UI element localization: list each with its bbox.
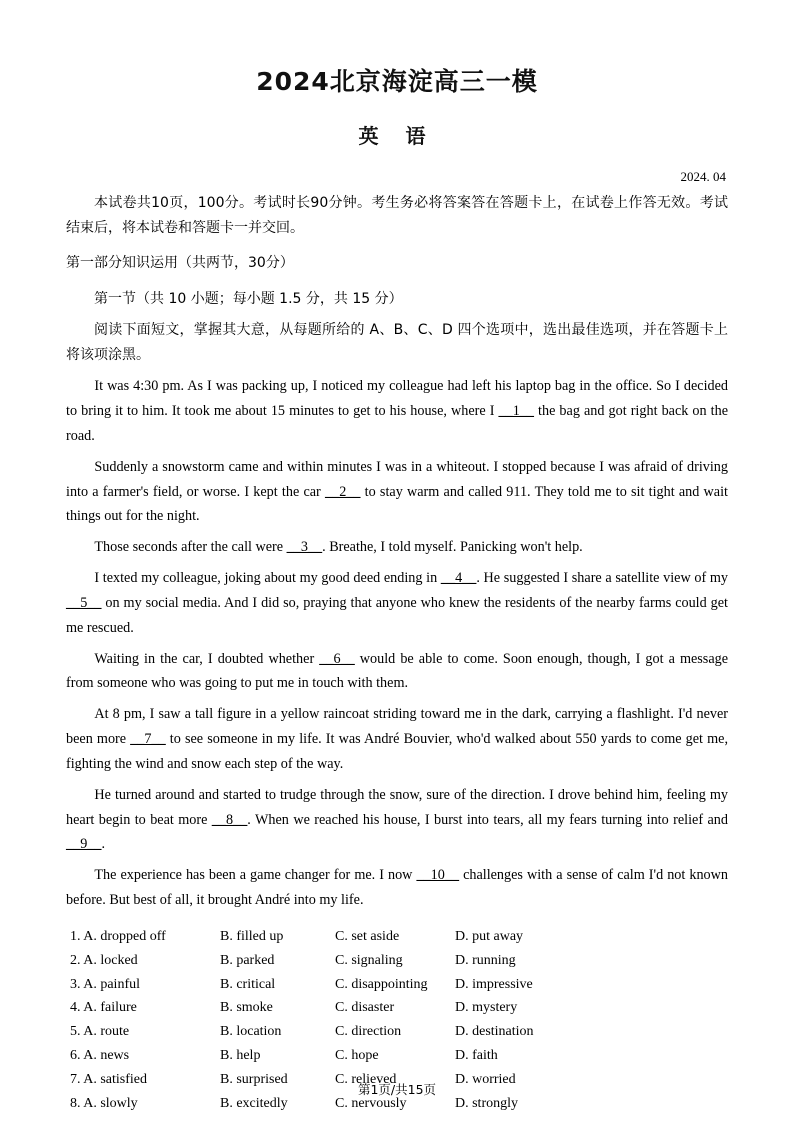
subject-title: 英 语 <box>358 124 436 148</box>
passage-paragraph-3 <box>66 535 728 560</box>
passage-paragraph-7 <box>66 783 728 858</box>
exam-date: 2024. 04 <box>680 169 726 184</box>
question-number: 3. <box>70 976 81 992</box>
option-a[interactable] <box>70 949 220 973</box>
exam-instructions: 本试卷共10页，100分。考试时长90分钟。考生务必将答案答在答题卡上，在试卷上作答无效。考试结束后，将本试卷和答题卡一并交回。 <box>66 195 728 237</box>
passage-text: Waiting in the car, I doubted whether <box>94 650 320 667</box>
option-a[interactable] <box>70 1020 220 1044</box>
option-b[interactable]: B. excitedly <box>220 1095 288 1111</box>
question-number: 8. <box>70 1095 81 1111</box>
question-number: 7. <box>70 1071 81 1087</box>
option-a-label: A. satisfied <box>83 1071 147 1087</box>
passage-text: Those seconds after the call were <box>94 539 287 556</box>
question-number: 4. <box>70 1000 81 1016</box>
option-a-label: A. locked <box>83 952 138 968</box>
question-number: 6. <box>70 1047 81 1063</box>
passage-text: to stay warm and called 911. They told me to sit tight and wait things out for the night. <box>66 483 728 525</box>
blank-2: __2__ <box>325 483 361 500</box>
passage-paragraph-2 <box>66 455 728 530</box>
option-a[interactable] <box>70 973 220 997</box>
part-one-heading: 第一部分知识运用（共两节，30分） <box>66 255 294 272</box>
passage-text: would be able to come. Soon enough, though, I got a message from someone who was going to put me in touch with them. <box>66 650 729 692</box>
option-d[interactable]: D. faith <box>455 1047 498 1063</box>
question-number: 5. <box>70 1024 81 1040</box>
passage-paragraph-1 <box>66 374 728 449</box>
option-a-label: A. painful <box>83 976 140 992</box>
blank-4: __4__ <box>440 570 477 587</box>
passage-text: It was 4:30 pm. As I was packing up, I noticed my colleague had left his laptop bag in the office. So I decided to bring it to him. It took me about 15 minutes to get to his house, where I <box>66 378 728 419</box>
option-d[interactable]: D. mystery <box>455 1000 518 1016</box>
option-b[interactable]: B. surprised <box>220 1071 288 1087</box>
question-number: 2. <box>70 952 81 968</box>
option-a-label: A. failure <box>83 1000 137 1016</box>
option-d[interactable]: D. running <box>455 952 516 968</box>
passage-text: to see someone in my life. It was André Bouvier, who'd walked about 550 yards to come get me, fighting the wind and snow each step of the way. <box>66 731 729 772</box>
blank-8: __8__ <box>211 811 248 828</box>
passage-text: . He suggested I share a satellite view of my <box>476 570 728 587</box>
option-a-label: A. dropped off <box>83 929 166 944</box>
passage-paragraph-6 <box>66 702 728 777</box>
passage-text: . Breathe, I told myself. Panicking won't help. <box>322 539 583 556</box>
option-b[interactable]: B. critical <box>220 976 276 992</box>
section-one-directions: 阅读下面短文，掌握其大意，从每题所给的 A、B、C、D 四个选项中，选出最佳选项，并在答题卡上将该项涂黑。 <box>66 321 728 363</box>
option-b[interactable]: B. smoke <box>220 1000 273 1016</box>
option-a[interactable] <box>70 1044 220 1068</box>
passage-paragraph-8 <box>66 863 728 913</box>
passage-text: Suddenly a snowstorm came and within minutes I was in a whiteout. I stopped because I was afraid of driving into a farmer's field, or worse. I kept the car <box>66 458 728 500</box>
option-a-label: A. news <box>83 1047 130 1063</box>
option-a-label: A. slowly <box>83 1095 138 1111</box>
question-row <box>66 1020 728 1044</box>
option-d[interactable]: D. strongly <box>455 1095 518 1111</box>
blank-3: __3__ <box>286 539 323 556</box>
option-c[interactable]: C. nervously <box>335 1095 407 1111</box>
option-b[interactable]: B. location <box>220 1024 282 1040</box>
option-c[interactable]: C. disappointing <box>335 976 428 992</box>
option-b[interactable]: B. parked <box>220 952 275 968</box>
option-d[interactable]: D. worried <box>455 1071 516 1087</box>
option-c[interactable]: C. disaster <box>335 1000 395 1016</box>
option-c[interactable]: C. signaling <box>335 952 403 968</box>
option-c[interactable]: C. set aside <box>335 929 400 944</box>
blank-5: __5__ <box>66 594 102 611</box>
option-c[interactable]: C. direction <box>335 1024 402 1040</box>
option-a-label: A. route <box>83 1024 130 1040</box>
question-row <box>66 973 728 997</box>
passage-paragraph-5 <box>66 647 728 697</box>
passage-text: the bag and got right back on the road. <box>66 402 728 444</box>
blank-9: __9__ <box>66 836 102 853</box>
passage-text: on my social media. And I did so, praying that anyone who knew the residents of the nearby farms could get me rescued. <box>66 594 728 636</box>
blank-10: __10__ <box>416 867 460 884</box>
blank-7: __7__ <box>130 731 166 748</box>
question-number: 1. <box>70 929 81 944</box>
passage-text: I texted my colleague, joking about my good deed ending in <box>94 570 441 587</box>
option-a[interactable] <box>70 925 220 949</box>
option-d[interactable]: D. destination <box>455 1024 534 1040</box>
question-row <box>66 925 728 949</box>
passage-text: The experience has been a game changer for me. I now <box>94 867 417 884</box>
page-title: 2024北京海淀高三一模 <box>256 67 538 96</box>
option-a[interactable] <box>70 996 220 1020</box>
question-row <box>66 1044 728 1068</box>
passage-text: challenges with a sense of calm I'd not known before. But best of all, it brought André into my life. <box>66 867 728 909</box>
option-b[interactable]: B. filled up <box>220 929 284 944</box>
blank-1: __1__ <box>498 402 534 419</box>
option-d[interactable]: D. put away <box>455 929 524 944</box>
option-c[interactable]: C. relieved <box>335 1071 397 1087</box>
question-row <box>66 996 728 1020</box>
question-row <box>66 949 728 973</box>
passage-text: . When we reached his house, I burst into tears, all my fears turning into relief and <box>247 811 728 828</box>
passage-text: He turned around and started to trudge through the snow, sure of the direction. I drove behind him, feeling my heart begin to beat more <box>66 786 728 828</box>
passage-text: At 8 pm, I saw a tall figure in a yellow raincoat striding toward me in the dark, carrying a flashlight. I'd never been more <box>66 706 728 748</box>
option-b[interactable]: B. help <box>220 1047 261 1063</box>
option-d[interactable]: D. impressive <box>455 976 533 992</box>
passage-text: . <box>101 836 106 853</box>
option-c[interactable]: C. hope <box>335 1047 379 1063</box>
blank-6: __6__ <box>319 650 355 667</box>
page-footer: 第1页/共15页 <box>357 1082 437 1097</box>
section-one-heading: 第一节（共 10 小题；每小题 1.5 分，共 15 分） <box>94 290 403 307</box>
passage-paragraph-4 <box>66 566 728 641</box>
